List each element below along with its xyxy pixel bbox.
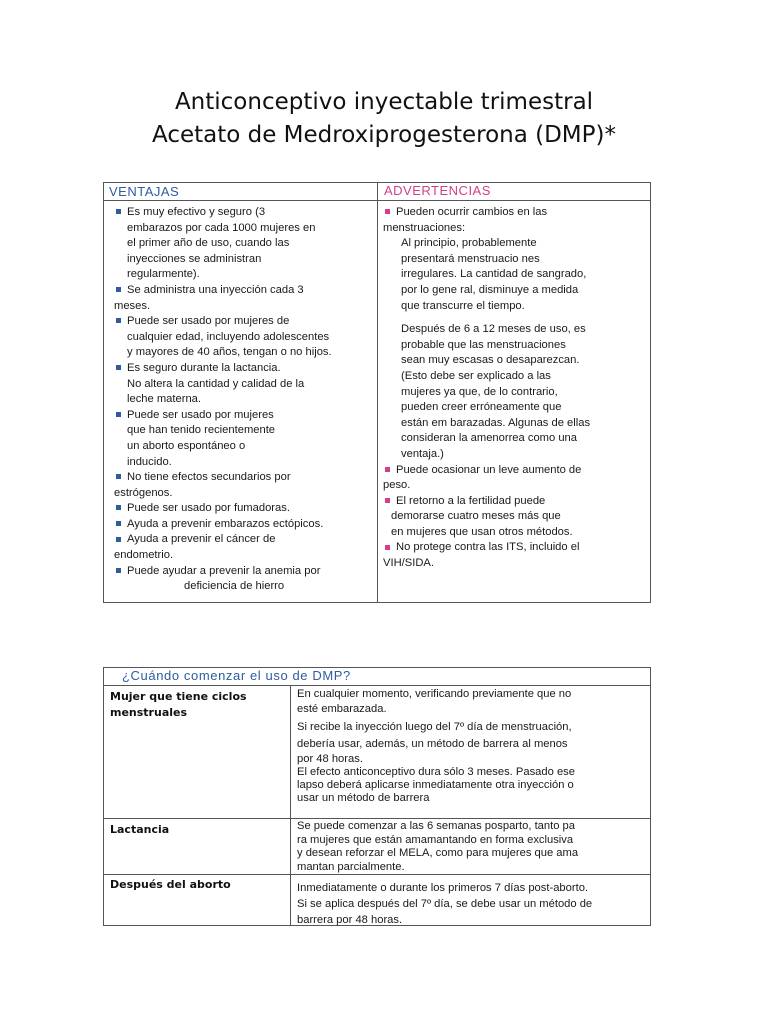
list-item-text: inducido.	[127, 455, 172, 468]
table-title: ¿Cuándo comenzar el uso de DMP?	[122, 668, 351, 683]
list-item-text: consideran la amenorrea como una	[401, 432, 577, 445]
list-item: Es muy efectivo y seguro (3	[114, 205, 372, 221]
cell-line: Inmediatamente o durante los primeros 7 días post-aborto.	[297, 882, 589, 894]
list-item: Ayuda a prevenir el cáncer de	[114, 532, 372, 548]
list-item-text: un aborto espontáneo o	[127, 439, 246, 452]
row-text-ciclos	[297, 687, 647, 805]
bullet-icon	[385, 467, 390, 472]
cell-line: Si recibe la inyección luego del 7º día de menstruación,	[297, 720, 572, 733]
bullet-icon	[385, 545, 390, 550]
cuando-comenzar-table	[103, 667, 651, 926]
list-item-text: VIH/SIDA.	[383, 557, 434, 570]
column-divider	[377, 183, 378, 602]
list-item-text: que transcurre el tiempo.	[401, 299, 525, 312]
list-item: Puede ocasionar un leve aumento de	[383, 463, 645, 479]
list-item: Ayuda a prevenir embarazos ectópicos.	[114, 517, 372, 533]
advertencia-paragraph-1	[383, 236, 645, 314]
cell-line: lapso deberá aplicarse inmediatamente otra inyección o	[297, 778, 574, 791]
list-item-text: meses.	[114, 299, 151, 312]
list-item-text: en mujeres que usan otros métodos.	[391, 525, 573, 538]
list-item: Puede ser usado por mujeres de	[114, 314, 372, 330]
row-label-ciclos: Mujer que tiene ciclos menstruales	[110, 690, 247, 719]
list-item-text: regularmente).	[127, 268, 200, 281]
list-item-text: leche materna.	[127, 393, 202, 406]
page-title	[0, 86, 768, 152]
row-divider	[104, 818, 650, 819]
cell-line: ra mujeres que están amamantando en forma exclusiva	[297, 833, 574, 846]
bullet-icon	[116, 474, 121, 479]
list-item: Es seguro durante la lactancia.	[114, 361, 372, 377]
list-item: No tiene efectos secundarios por	[114, 470, 372, 486]
ventajas-advertencias-table	[103, 182, 651, 603]
row-divider	[104, 874, 650, 875]
advertencias-column	[383, 205, 645, 572]
row-label-aborto: Después del aborto	[110, 878, 231, 891]
list-item: No protege contra las ITS, incluido el	[383, 540, 645, 556]
list-item-text: inyecciones se administran	[127, 252, 262, 265]
list-item-text: peso.	[383, 479, 411, 492]
bullet-icon	[385, 498, 390, 503]
bullet-icon	[116, 365, 121, 370]
list-item-text: Al principio, probablemente	[401, 237, 537, 250]
bullet-icon	[116, 537, 121, 542]
list-item: Se administra una inyección cada 3	[114, 283, 372, 299]
bullet-icon	[116, 505, 121, 510]
row-text-aborto	[297, 880, 647, 928]
list-item-text: están em barazadas. Algunas de ellas	[401, 416, 591, 429]
cell-line: y desean reforzar el MELA, como para mujeres que ama	[297, 847, 579, 859]
list-item-text: irregulares. La cantidad de sangrado,	[401, 268, 587, 281]
list-item: El retorno a la fertilidad puede	[383, 494, 645, 510]
title-line-2: Acetato de Medroxiprogesterona (DMP)*	[151, 122, 616, 148]
advertencia-paragraph-2	[383, 322, 645, 462]
ventajas-header: VENTAJAS	[109, 184, 180, 199]
row-label-lactancia: Lactancia	[110, 823, 170, 836]
cell-line: por 48 horas.	[297, 752, 363, 765]
cell-line: barrera por 48 horas.	[297, 914, 403, 926]
bullet-icon	[385, 209, 390, 214]
list-item-text: (Esto debe ser explicado a las	[401, 369, 551, 382]
cell-line: usar un método de barrera	[297, 791, 430, 804]
cell-line: Si se aplica después del 7º día, se debe usar un método de	[297, 898, 593, 910]
list-item-text: Después de 6 a 12 meses de uso, es	[401, 323, 586, 336]
list-item: Puede ser usado por fumadoras.	[114, 501, 372, 517]
cell-line: debería usar, además, un método de barrera al menos	[297, 737, 568, 750]
list-item-text: endometrio.	[114, 549, 174, 562]
bullet-icon	[116, 568, 121, 573]
list-item: Pueden ocurrir cambios en las	[383, 205, 645, 221]
bullet-icon	[116, 209, 121, 214]
bullet-icon	[116, 318, 121, 323]
advertencias-header: ADVERTENCIAS	[384, 183, 491, 198]
list-item-text: pueden creer erróneamente que	[401, 401, 562, 414]
list-item-text: estrógenos.	[114, 486, 173, 499]
list-item-text: embarazos por cada 1000 mujeres en	[127, 221, 316, 234]
cell-line: El efecto anticonceptivo dura sólo 3 meses. Pasado ese	[297, 765, 575, 778]
list-item-text: No altera la cantidad y calidad de la	[127, 377, 305, 390]
bullet-icon	[116, 287, 121, 292]
row-divider	[104, 685, 650, 686]
list-item: Puede ayudar a prevenir la anemia por	[114, 564, 372, 580]
list-item-text: ventaja.)	[401, 447, 444, 460]
list-item-text: mujeres ya que, de lo contrario,	[401, 385, 558, 398]
column-divider	[290, 685, 291, 925]
cell-line: Se puede comenzar a las 6 semanas posparto, tanto pa	[297, 820, 575, 832]
list-item-text: y mayores de 40 años, tengan o no hijos.	[127, 346, 332, 359]
list-item-text: sean muy escasas o desaparezcan.	[401, 354, 580, 367]
cell-line: mantan parcialmente.	[297, 860, 405, 873]
list-item: Puede ser usado por mujeres	[114, 408, 372, 424]
bullet-icon	[116, 412, 121, 417]
list-item-text: que han tenido recientemente	[127, 424, 276, 437]
list-item-text: demorarse cuatro meses más que	[391, 510, 561, 523]
list-item-text: por lo gene ral, disminuye a medida	[401, 283, 579, 296]
list-item-text: cualquier edad, incluyendo adolescentes	[127, 330, 330, 343]
list-item-text: el primer año de uso, cuando las	[127, 237, 290, 250]
list-item-text: deficiencia de hierro	[184, 580, 285, 593]
cell-line: esté embarazada.	[297, 702, 387, 715]
title-line-1: Anticonceptivo inyectable trimestral	[174, 89, 594, 115]
list-item-text: menstruaciones:	[383, 221, 466, 234]
row-text-lactancia	[297, 820, 647, 874]
bullet-icon	[116, 521, 121, 526]
list-item-text: probable que las menstruaciones	[401, 338, 566, 351]
list-item-text: presentará menstruacio nes	[401, 252, 540, 265]
cell-line: En cualquier momento, verificando previamente que no	[297, 688, 572, 700]
ventajas-column	[114, 205, 372, 595]
